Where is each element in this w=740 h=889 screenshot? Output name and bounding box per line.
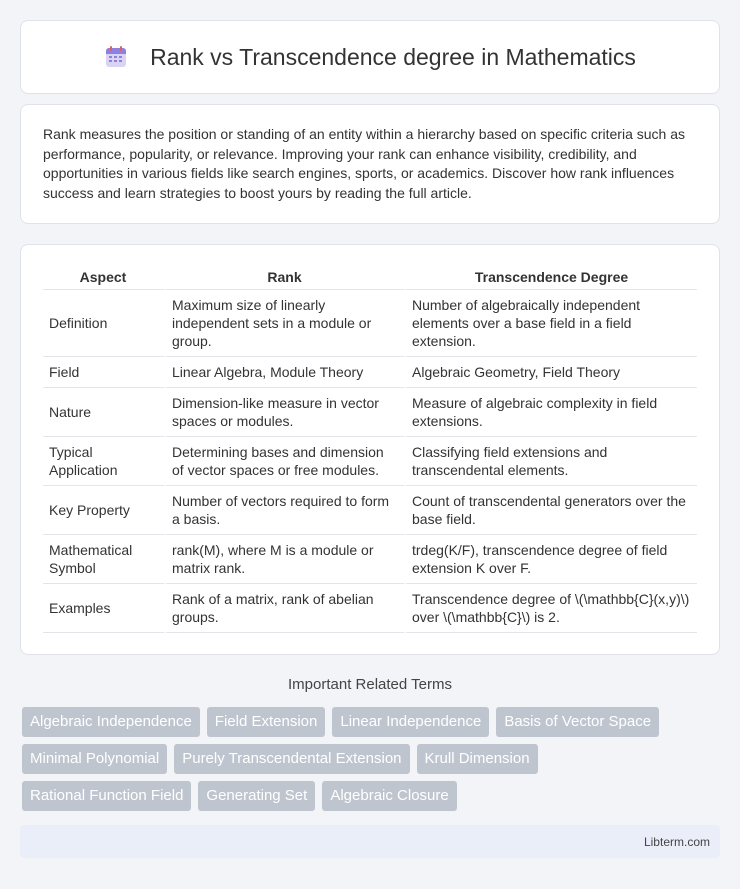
tag-row xyxy=(22,707,722,737)
tag-rational-function-field[interactable]: Rational Function Field xyxy=(22,781,191,811)
intro-card xyxy=(20,104,720,224)
cell-transcendence: trdeg(K/F), transcendence degree of field extension K over F. xyxy=(406,535,697,584)
tag-algebraic-closure[interactable]: Algebraic Closure xyxy=(322,781,456,811)
cell-aspect: Nature xyxy=(43,388,166,437)
cell-aspect: Definition xyxy=(43,290,166,357)
comparison-card xyxy=(20,244,720,655)
table-row xyxy=(43,584,697,633)
cell-transcendence: Algebraic Geometry, Field Theory xyxy=(406,357,697,388)
tag-minimal-polynomial[interactable]: Minimal Polynomial xyxy=(22,744,167,774)
cell-rank: Maximum size of linearly independent sets in a module or group. xyxy=(166,290,406,357)
comparison-table xyxy=(43,265,697,633)
cell-transcendence: Number of algebraically independent elements over a base field in a field extension. xyxy=(406,290,697,357)
cell-rank: Rank of a matrix, rank of abelian groups. xyxy=(166,584,406,633)
cell-aspect: Field xyxy=(43,357,166,388)
tag-linear-independence[interactable]: Linear Independence xyxy=(332,707,489,737)
header-transcendence-degree: Transcendence Degree xyxy=(406,265,697,290)
cell-rank: Dimension-like measure in vector spaces or modules. xyxy=(166,388,406,437)
cell-aspect: Key Property xyxy=(43,486,166,535)
cell-transcendence: Measure of algebraic complexity in field extensions. xyxy=(406,388,697,437)
table-row xyxy=(43,357,697,388)
tag-algebraic-independence[interactable]: Algebraic Independence xyxy=(22,707,200,737)
calendar-icon xyxy=(104,45,128,69)
tag-row xyxy=(22,744,722,774)
page-title: Rank vs Transcendence degree in Mathematics xyxy=(150,43,636,70)
cell-aspect: Typical Application xyxy=(43,437,166,486)
tag-basis-of-vector-space[interactable]: Basis of Vector Space xyxy=(496,707,659,737)
tag-field-extension[interactable]: Field Extension xyxy=(207,707,326,737)
related-terms-tags xyxy=(22,707,722,818)
related-terms-heading: Important Related Terms xyxy=(288,676,452,693)
intro-text: Rank measures the position or standing of an entity within a hierarchy based on specific criteria such as performance, popularity, or relevance. Improving your rank can enhance visibility, credibility, and opportunities in various fields like search engines, sports, or academics. Discover how rank influences success and learn strategies to boost yours by reading the full article. xyxy=(43,126,686,201)
table-row xyxy=(43,535,697,584)
cell-transcendence: Transcendence degree of \(\mathbb{C}(x,y)\) over \(\mathbb{C}\) is 2. xyxy=(406,584,697,633)
header-aspect: Aspect xyxy=(43,265,166,290)
cell-rank: rank(M), where M is a module or matrix rank. xyxy=(166,535,406,584)
header-card xyxy=(20,20,720,94)
tag-generating-set[interactable]: Generating Set xyxy=(198,781,315,811)
table-row xyxy=(43,486,697,535)
footer-site-link[interactable]: Libterm.com xyxy=(643,835,710,849)
table-row xyxy=(43,437,697,486)
table-row xyxy=(43,388,697,437)
footer xyxy=(20,825,720,858)
cell-aspect: Mathematical Symbol xyxy=(43,535,166,584)
tag-purely-transcendental-extension[interactable]: Purely Transcendental Extension xyxy=(174,744,409,774)
header-rank: Rank xyxy=(166,265,406,290)
cell-transcendence: Count of transcendental generators over the base field. xyxy=(406,486,697,535)
cell-transcendence: Classifying field extensions and transcendental elements. xyxy=(406,437,697,486)
cell-rank: Determining bases and dimension of vector spaces or free modules. xyxy=(166,437,406,486)
tag-krull-dimension[interactable]: Krull Dimension xyxy=(417,744,538,774)
cell-aspect: Examples xyxy=(43,584,166,633)
table-row xyxy=(43,290,697,357)
cell-rank: Linear Algebra, Module Theory xyxy=(166,357,406,388)
cell-rank: Number of vectors required to form a basis. xyxy=(166,486,406,535)
tag-row xyxy=(22,781,722,811)
table-header-row xyxy=(43,265,697,290)
